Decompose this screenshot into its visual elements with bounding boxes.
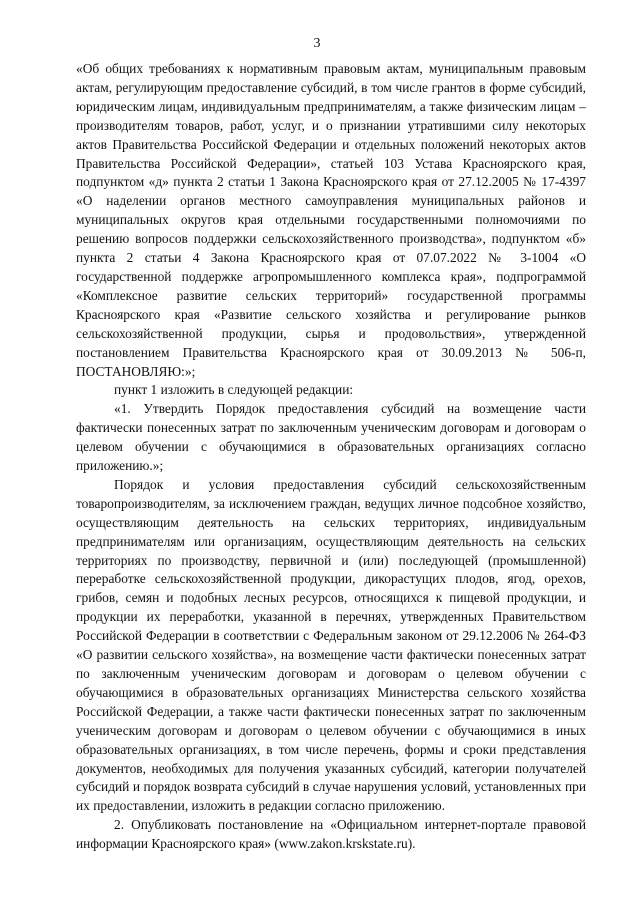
paragraph-preamble-continuation: «Об общих требованиях к нормативным правовым актам, муниципальным правовым актам, регулирующим предоставление субсидий, в том числе грантов в форме субсидий, юридическим лицам, индивидуальным предпринимателям, а также физическим лицам – производителям товаров, работ, услуг, и о признании утратившими силу некоторых актов Правительства Российской Федерации и отдельных положений некоторых актов Правительства Российской Федерации», статьей 103 Устава Красноярского края, подпунктом «д» пункта 2 статьи 1 Закона Красноярского края от 27.12.2005 № 17-4397 «О наделении органов местного самоуправления муниципальных районов и муниципальных округов края отдельными государственными полномочиями по решению вопросов поддержки сельскохозяйственного производства», подпунктом «б» пункта 2 статьи 4 Закона Красноярского края от 07.07.2022 № 3-1004 «О государственной поддержке агропромышленного комплекса края», подпрограммой «Комплексное развитие сельских территорий» государственной программы Красноярского края «Развитие сельского хозяйства и регулирование рынков сельскохозяйственной продукции, сырья и продовольствия», утвержденной постановлением Правительства Красноярского края от 30.09.2013 № 506-п, ПОСТАНОВЛЯЮ:»;	[76, 61, 586, 379]
paragraph-procedure-conditions: Порядок и условия предоставления субсидий сельскохозяйственным товаропроизводителям, за исключением граждан, ведущих личное подсобное хозяйство, осуществляющим деятельность на сельских территориях, индивидуальным предпринимателям или организациям, осуществляющим деятельность на сельских территориях по производству, первичной и (или) последующей (промышленной) переработке сельскохозяйственной продукции, дикорастущих плодов, ягод, орехов, грибов, семян и подобных лесных ресурсов, относящихся к пищевой продукции, и продукции их переработки, указанной в перечнях, утвержденных Правительством Российской Федерации в соответствии с Федеральным законом от 29.12.2006 № 264-ФЗ «О развитии сельского хозяйства», на возмещение части фактически понесенных затрат по заключенным ученическим договорам и договорам о целевом обучении с обучающимися в образовательных организациях Министерства сельского хозяйства Российской Федерации, а также части фактически понесенных затрат по заключенным ученическим договорам и договорам о целевом обучении с обучающимися в иных образовательных организациях, в том числе перечень, формы и сроки представления документов, необходимых для получения указанных субсидий, категории получателей субсидий и порядок возврата субсидий в случае нарушения условий, установленных при их предоставлении, изложить в редакции согласно приложению.	[76, 476, 586, 814]
page-number: 3	[313, 36, 321, 51]
paragraph-publication: 2. Опубликовать постановление на «Официальном интернет-портале правовой информации Красноярского края» (www.zakon.krskstate.ru).	[76, 817, 586, 852]
document-body	[76, 60, 586, 854]
paragraph-point-1-text: «1. Утвердить Порядок предоставления субсидий на возмещение части фактически понесенных затрат по заключенным ученическим договорам и договорам о целевом обучении с обучающимися в образовательных организациях согласно приложению.»;	[76, 401, 586, 474]
paragraph-point-1-intro: пункт 1 изложить в следующей редакции:	[114, 382, 354, 398]
